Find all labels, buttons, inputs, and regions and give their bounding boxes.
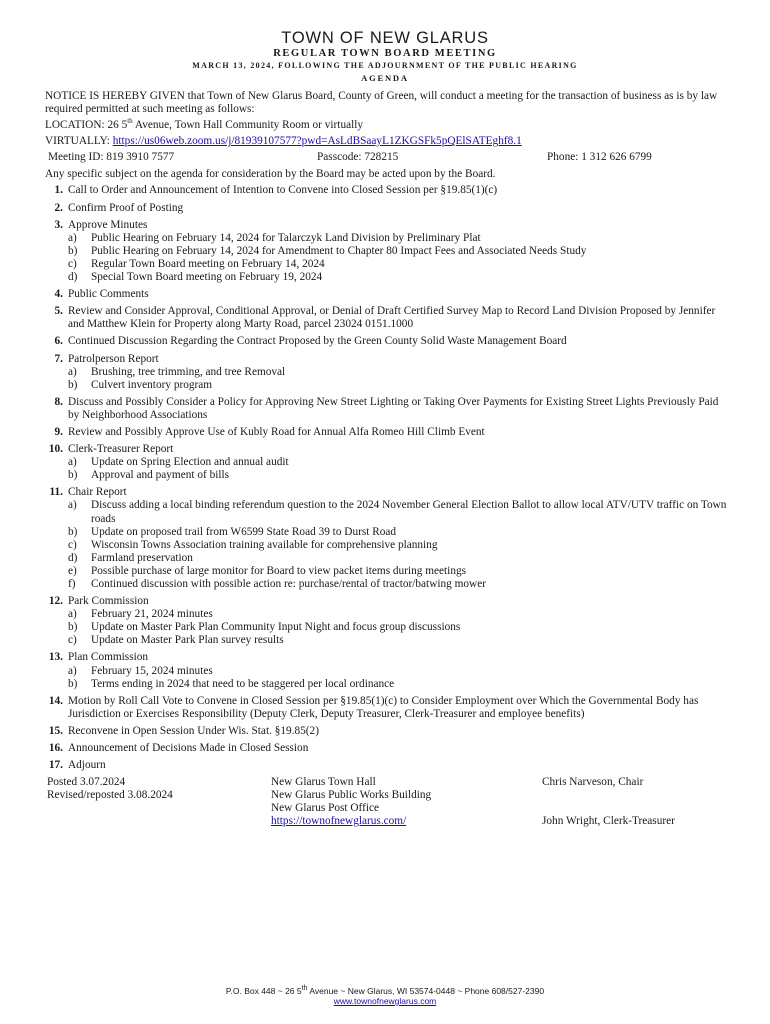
agenda-subitem	[68, 526, 729, 539]
address-line	[0, 986, 770, 996]
agenda-subitem	[68, 258, 729, 271]
agenda-subitem-letter: b)	[68, 378, 78, 391]
agenda-item	[45, 288, 729, 301]
agenda-subitem-letter: d)	[68, 551, 78, 564]
agenda-subitem-letter: a)	[68, 456, 77, 469]
agenda-subitem-letter: c)	[68, 634, 77, 647]
agenda-subitem-letter: e)	[68, 564, 77, 577]
agenda-subitem-text: Regular Town Board meeting on February 14, 2024	[91, 257, 325, 270]
agenda-item-text: Discuss and Possibly Consider a Policy for Approving New Street Lighting or Taking Over Payments for Existing Street Lights Previously Paid by Neighborhood Associations	[68, 395, 719, 421]
agenda-subitem	[68, 665, 729, 678]
agenda-item-number: 4.	[54, 288, 63, 301]
posting-footer	[45, 776, 729, 826]
clerk-signature: John Wright, Clerk-Treasurer	[542, 815, 675, 828]
agenda-item	[45, 396, 729, 422]
agenda-subitem-letter: a)	[68, 664, 77, 677]
agenda-subitem-text: February 15, 2024 minutes	[91, 664, 213, 677]
agenda-subitem-text: Brushing, tree trimming, and tree Removal	[91, 365, 286, 378]
agenda-item-text: Adjourn	[68, 759, 106, 772]
meeting-title: REGULAR TOWN BOARD MEETING	[273, 48, 497, 59]
agenda-subitem	[68, 621, 729, 634]
agenda-item-text: Chair Report	[68, 486, 127, 499]
agenda-item-number: 13.	[48, 651, 63, 664]
agenda-item-text: Patrolperson Report	[68, 352, 159, 365]
agenda-subitem-text: Discuss adding a local binding referendum question to the 2024 November General Election Ballot to allow local ATV/UTV traffic on Town roads	[91, 499, 727, 525]
agenda-subitem-text: Update on Master Park Plan survey results	[91, 634, 284, 647]
location-line	[45, 119, 729, 132]
agenda-item-text: Plan Commission	[68, 651, 149, 664]
agenda-item-number: 17.	[48, 759, 63, 772]
location-suffix: Avenue, Town Hall Community Room or virtually	[132, 119, 364, 132]
zoom-link[interactable]: https://us06web.zoom.us/j/81939107577?pwd=AsLdBSaayL1ZKGSFk5pQElSATEghf8.1	[112, 135, 522, 148]
agenda-subitem-letter: d)	[68, 271, 78, 284]
address-prefix: P.O. Box 448 ~ 26 5	[225, 986, 302, 996]
agenda-subitem-letter: b)	[68, 677, 78, 690]
agenda-subitem	[68, 552, 729, 565]
agenda-item-text: Approve Minutes	[68, 218, 148, 231]
agenda-item	[45, 443, 729, 482]
agenda-subitem-text: Culvert inventory program	[91, 378, 213, 391]
agenda-item	[45, 184, 729, 197]
agenda-heading: AGENDA	[361, 73, 409, 83]
agenda-subitem	[68, 578, 729, 591]
agenda-item	[45, 725, 729, 738]
location-prefix: LOCATION: 26 5	[45, 119, 128, 132]
agenda-item-number: 1.	[54, 184, 63, 197]
agenda-subitem	[68, 271, 729, 284]
agenda-subitem	[68, 608, 729, 621]
agenda-subitem	[68, 539, 729, 552]
agenda-subitem	[68, 499, 729, 525]
agenda-item-number: 15.	[48, 724, 63, 737]
notice-paragraph: NOTICE IS HEREBY GIVEN that Town of New Glarus Board, County of Green, will conduct a meeting for the transaction of business as is by law required permitted at such meeting as follows:	[45, 90, 718, 116]
agenda-subitem-text: Continued discussion with possible action re: purchase/rental of tractor/batwing mower	[91, 578, 486, 590]
agenda-item	[45, 595, 729, 647]
agenda-subitem-text: Update on Master Park Plan Community Input Night and focus group discussions	[91, 621, 461, 634]
agenda-subitem-letter: b)	[68, 244, 78, 257]
agenda-item	[45, 426, 729, 439]
agenda-item	[45, 219, 729, 284]
agenda-items-list	[45, 184, 729, 772]
agenda-item-number: 10.	[48, 443, 63, 456]
agenda-item-text: Motion by Roll Call Vote to Convene in Closed Session per §19.85(1)(c) to Consider Employment over Which the Governmental Body has Jurisdiction or Exercises Responsibility (Deputy Clerk, Deputy Treasurer, Clerk-Treasurer and employee benefits)	[68, 694, 699, 720]
agenda-item-text: Confirm Proof of Posting	[68, 201, 184, 214]
agenda-item-text: Public Comments	[68, 288, 149, 301]
agenda-subitem-letter: c)	[68, 538, 77, 551]
agenda-item	[45, 486, 729, 591]
virtual-line	[45, 135, 729, 148]
agenda-subitem	[68, 678, 729, 691]
agenda-item-number: 8.	[54, 395, 63, 408]
agenda-subitem-letter: a)	[68, 231, 77, 244]
agenda-item-number: 6.	[54, 335, 63, 348]
agenda-item-number: 3.	[54, 218, 63, 231]
agenda-item	[45, 353, 729, 392]
town-title: TOWN OF NEW GLARUS	[281, 29, 489, 47]
address-sup: th	[301, 985, 308, 993]
agenda-subitem-letter: b)	[68, 469, 78, 482]
agenda-subitem	[68, 245, 729, 258]
meeting-id: Meeting ID: 819 3910 7577	[48, 151, 175, 164]
agenda-subitem-text: Approval and payment of bills	[91, 469, 230, 482]
posting-place-1: New Glarus Town Hall	[271, 776, 376, 789]
agenda-item	[45, 742, 729, 755]
agenda-subitem-text: Public Hearing on February 14, 2024 for Talarczyk Land Division by Preliminary Plat	[91, 231, 481, 244]
agenda-subitem-letter: b)	[68, 525, 78, 538]
board-note: Any specific subject on the agenda for consideration by the Board may be acted upon by the Board.	[45, 168, 496, 181]
agenda-item-text: Reconvene in Open Session Under Wis. Stat. §19.85(2)	[68, 724, 319, 737]
revised-date: Revised/reposted 3.08.2024	[47, 789, 173, 802]
agenda-item-number: 12.	[48, 595, 63, 608]
agenda-item-number: 11.	[49, 486, 63, 499]
agenda-item-text: Continued Discussion Regarding the Contract Proposed by the Green County Solid Waste Management Board	[68, 335, 567, 348]
agenda-subitem-letter: a)	[68, 499, 77, 512]
agenda-item	[45, 335, 729, 348]
address-suffix: Avenue ~ New Glarus, WI 53574-0448 ~ Phone 608/527-2390	[307, 986, 545, 996]
meeting-date-line: MARCH 13, 2024, FOLLOWING THE ADJOURNMENT OF THE PUBLIC HEARING	[192, 61, 578, 70]
agenda-subitem	[68, 634, 729, 647]
agenda-subitem-text: Possible purchase of large monitor for Board to view packet items during meetings	[91, 564, 467, 577]
agenda-item	[45, 202, 729, 215]
agenda-item-text: Clerk-Treasurer Report	[68, 443, 174, 456]
posting-place-2: New Glarus Public Works Building	[271, 789, 432, 802]
agenda-subitem-text: Update on proposed trail from W6599 State Road 39 to Durst Road	[91, 525, 397, 538]
meeting-passcode: Passcode: 728215	[317, 151, 399, 164]
address-website-link[interactable]: www.townofnewglarus.com	[333, 996, 437, 1006]
agenda-subitem	[68, 456, 729, 469]
agenda-item-number: 7.	[54, 352, 63, 365]
agenda-subitem	[68, 469, 729, 482]
agenda-subitem-letter: a)	[68, 365, 77, 378]
agenda-subitem-text: Wisconsin Towns Association training available for comprehensive planning	[91, 538, 438, 551]
agenda-item	[45, 759, 729, 772]
agenda-subitem	[68, 565, 729, 578]
agenda-item-text: Park Commission	[68, 595, 149, 608]
agenda-subitem	[68, 379, 729, 392]
agenda-subitem	[68, 232, 729, 245]
agenda-subitem-text: Special Town Board meeting on February 19, 2024	[91, 271, 323, 284]
agenda-subitem-letter: a)	[68, 608, 77, 621]
posted-date: Posted 3.07.2024	[47, 776, 126, 789]
agenda-item-text: Review and Possibly Approve Use of Kubly Road for Annual Alfa Romeo Hill Climb Event	[68, 425, 485, 438]
meeting-info	[45, 151, 729, 165]
agenda-item-number: 16.	[48, 742, 63, 755]
virtual-label: VIRTUALLY:	[45, 135, 113, 148]
agenda-item-number: 2.	[54, 201, 63, 214]
agenda-subitem-text: Terms ending in 2024 that need to be staggered per local ordinance	[91, 677, 395, 690]
chair-signature: Chris Narveson, Chair	[542, 776, 644, 789]
agenda-item-number: 14.	[48, 694, 63, 707]
agenda-item	[45, 695, 729, 721]
agenda-subitem-letter: b)	[68, 621, 78, 634]
agenda-item-text: Review and Consider Approval, Conditional Approval, or Denial of Draft Certified Survey Map to Record Land Division Proposed by Jennifer and Matthew Klein for Property along Marty Road, parcel 23024 0151.1000	[68, 305, 716, 331]
meeting-phone: Phone: 1 312 626 6799	[547, 151, 652, 164]
agenda-item	[45, 305, 729, 331]
address-footer	[0, 986, 770, 1006]
agenda-subitem-text: Public Hearing on February 14, 2024 for Amendment to Chapter 80 Impact Fees and Associated Needs Study	[91, 244, 587, 257]
agenda-body	[45, 90, 729, 826]
agenda-subitem	[68, 366, 729, 379]
agenda-subitem-letter: f)	[68, 578, 76, 590]
agenda-item-text: Call to Order and Announcement of Intention to Convene into Closed Session per §19.85(1)(c)	[68, 184, 498, 197]
town-site-link[interactable]: https://townofnewglarus.com/	[271, 815, 407, 828]
agenda-item-number: 5.	[54, 305, 63, 318]
agenda-subitem-text: Farmland preservation	[91, 551, 193, 564]
agenda-subitem-text: February 21, 2024 minutes	[91, 608, 213, 621]
location-sup: th	[127, 117, 133, 126]
agenda-item	[45, 651, 729, 690]
posting-place-3: New Glarus Post Office	[271, 802, 380, 815]
agenda-subitem-text: Update on Spring Election and annual audit	[91, 456, 289, 469]
agenda-subitem-letter: c)	[68, 257, 77, 270]
agenda-item-text: Announcement of Decisions Made in Closed Session	[68, 742, 309, 755]
agenda-item-number: 9.	[54, 425, 63, 438]
